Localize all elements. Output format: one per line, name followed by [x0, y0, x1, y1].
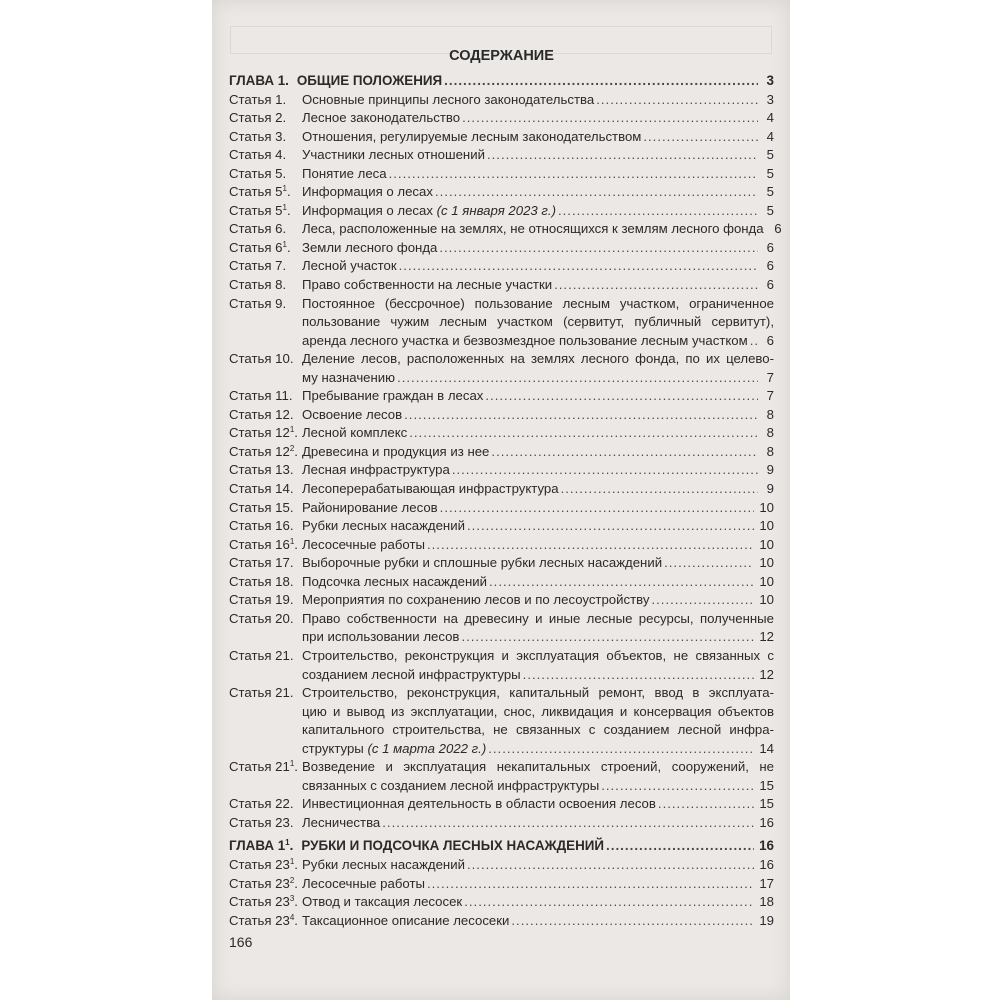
article-title-line: Инвестиционная деятельность в области освоения лесов — [302, 796, 656, 812]
toc-entry — [229, 795, 774, 814]
article-label: Статья 21. — [229, 647, 294, 663]
dot-leader — [643, 128, 758, 147]
dot-leader — [464, 893, 754, 912]
article-title-line: аренда лесного участка и безвозмездное пользование лесным участком — [302, 332, 748, 348]
page-ref: 18 — [759, 894, 774, 910]
article-title-line: Рубки лесных насаждений — [302, 856, 465, 872]
toc-entry — [229, 814, 774, 833]
article-title-line: Пребывание граждан в лесах — [302, 388, 484, 404]
page-ref: 8 — [766, 406, 774, 422]
article-title-line: Лесное законодательство — [302, 110, 461, 126]
dot-leader — [427, 536, 754, 555]
dot-leader — [461, 628, 754, 647]
toc-entry — [229, 257, 774, 276]
toc-entry — [229, 239, 774, 258]
article-label: Статья 22. — [229, 796, 294, 812]
toc-entry — [229, 517, 774, 536]
article-title-line: Строительство, реконструкция, капитальный ремонт, ввод в эксплуата- — [302, 685, 774, 701]
dot-leader — [606, 837, 754, 856]
dot-leader — [399, 257, 758, 276]
page-ref: 12 — [759, 666, 774, 682]
article-title-line: при использовании лесов — [302, 629, 460, 645]
article-title-line: Деление лесов, расположенных на землях лесного фонда, по их целево- — [302, 351, 774, 367]
toc-entry — [229, 183, 774, 202]
article-label: Статья 9. — [229, 295, 287, 311]
article-label: Статья 11. — [229, 388, 293, 404]
article-title-line: Леса, расположенные на землях, не относящихся к землям лесного фонда — [302, 221, 764, 237]
dot-leader — [427, 875, 754, 894]
toc-entry — [229, 146, 774, 165]
article-title-line: Земли лесного фонда — [302, 239, 438, 255]
page-ref: 8 — [766, 443, 774, 459]
page-ref: 10 — [759, 555, 774, 571]
page-ref: 12 — [759, 629, 774, 645]
page-number: 166 — [229, 934, 253, 950]
article-title-line: Участники лесных отношений — [302, 147, 485, 163]
page-ref: 10 — [759, 518, 774, 534]
toc-entry — [229, 536, 774, 555]
article-label: Статья $21^1$. — [229, 759, 298, 775]
dot-leader — [439, 239, 758, 258]
page-ref: 8 — [766, 425, 774, 441]
page-ref: 4 — [766, 110, 774, 126]
page-ref: 5 — [766, 202, 774, 218]
page-ref: 10 — [759, 592, 774, 608]
dot-leader — [750, 332, 758, 351]
toc-entry — [229, 573, 774, 592]
article-label: Статья 10. — [229, 351, 294, 367]
article-title-line: Рубки лесных насаждений — [302, 518, 465, 534]
dot-leader — [651, 591, 754, 610]
article-title-line: Древесина и продукция из нее — [302, 443, 490, 459]
article-label: Статья 19. — [229, 592, 294, 608]
article-title-line: Право собственности на древесину и иные лесные ресурсы, полученные — [302, 610, 774, 626]
date-note: (с 1 марта 2022 г.) — [367, 740, 487, 756]
dot-leader — [409, 424, 758, 443]
toc-entry — [229, 461, 774, 480]
dot-leader — [435, 183, 758, 202]
article-title-line: цию и вывод из эксплуатации, снос, ликвидация и консервация объектов — [302, 703, 774, 719]
chapter-1-entry — [229, 72, 774, 91]
article-title-line: Лесничества — [302, 814, 381, 830]
toc-entry — [229, 91, 774, 110]
page-ref: 6 — [774, 221, 782, 237]
toc-entry — [229, 295, 774, 351]
page-ref: 16 — [759, 814, 774, 830]
article-label: Статья 13. — [229, 462, 294, 478]
chapter-label: ГЛАВА $1^1$. — [229, 838, 294, 854]
toc-entry — [229, 128, 774, 147]
page-ref: 7 — [766, 369, 774, 385]
page-ref: 15 — [759, 777, 774, 793]
article-title-line: Лесоперерабатывающая инфраструктура — [302, 481, 559, 497]
article-label: Статья 20. — [229, 610, 294, 626]
article-label: Статья 18. — [229, 573, 294, 589]
article-title-line: Информация о лесах — [302, 184, 433, 200]
article-title-line: Строительство, реконструкция и эксплуатация объектов, не связанных с — [302, 647, 774, 663]
page-ref: 7 — [766, 388, 774, 404]
dot-leader — [467, 856, 754, 875]
page-ref: 5 — [766, 147, 774, 163]
dot-leader — [491, 443, 758, 462]
toc-entry — [229, 350, 774, 387]
toc-entry — [229, 424, 774, 443]
date-note: (с 1 января 2023 г.) — [436, 202, 556, 218]
article-title-line: Отношения, регулируемые лесным законодательством — [302, 128, 642, 144]
page-ref: 19 — [759, 912, 774, 928]
chapter-1-1-entry — [229, 837, 774, 856]
article-label: Статья $23^4$. — [229, 912, 298, 928]
chapter-label: ГЛАВА 1. — [229, 73, 289, 88]
page-ref: 17 — [759, 875, 774, 891]
article-title-line: му назначению — [302, 369, 396, 385]
article-label: Статья $6^1$. — [229, 239, 291, 255]
article-title-line: Лесосечные работы — [302, 536, 425, 552]
dot-leader — [397, 369, 758, 388]
book-page — [212, 0, 790, 1000]
article-label: Статья $16^1$. — [229, 536, 298, 552]
toc-entry — [229, 758, 774, 795]
dot-leader — [511, 912, 754, 931]
dot-leader — [404, 406, 758, 425]
chapter-title: РУБКИ И ПОДСОЧКА ЛЕСНЫХ НАСАЖДЕНИЙ — [301, 838, 604, 854]
article-title-line: Отвод и таксация лесосек — [302, 894, 463, 910]
article-title-line: капитального строительства, не связанных с созданием лесной инфра- — [302, 722, 774, 738]
page-ref: 10 — [759, 536, 774, 552]
chapter-title: ОБЩИЕ ПОЛОЖЕНИЯ — [296, 73, 443, 88]
article-title-line: Таксационное описание лесосеки — [302, 912, 510, 928]
dot-leader — [523, 666, 754, 685]
article-title-line: Основные принципы лесного законодательства — [302, 91, 595, 107]
toc-entry — [229, 912, 774, 931]
article-label: Статья $23^2$. — [229, 875, 298, 891]
page-ref: 5 — [766, 184, 774, 200]
article-label: Статья $12^2$. — [229, 443, 298, 459]
toc-entry — [229, 202, 774, 221]
dot-leader — [444, 72, 758, 91]
article-title-line: Информация о лесах — [302, 202, 433, 218]
toc-entry — [229, 109, 774, 128]
article-title-line: Постоянное (бессрочное) пользование лесным участком, ограниченное — [302, 295, 774, 311]
article-label: Статья $12^1$. — [229, 425, 298, 441]
article-label: Статья 6. — [229, 221, 287, 237]
article-title-line: созданием лесной инфраструктуры — [302, 666, 521, 682]
dot-leader — [489, 573, 754, 592]
dot-leader — [467, 517, 754, 536]
article-label: Статья 7. — [229, 258, 287, 274]
dot-leader — [601, 777, 754, 796]
article-title-line: пользование чужим лесным участком (сервитут, публичный сервитут), — [302, 314, 774, 330]
dot-leader — [487, 146, 758, 165]
article-title-line: структуры — [302, 740, 364, 756]
page-ref: 5 — [766, 165, 774, 181]
dot-leader — [596, 91, 758, 110]
article-label: Статья 21. — [229, 685, 294, 701]
article-title-line: Лесосечные работы — [302, 875, 425, 891]
article-title-line: Понятие леса — [302, 165, 387, 181]
toc-entry — [229, 480, 774, 499]
dot-leader — [440, 499, 754, 518]
page-ref: 3 — [766, 91, 774, 107]
page-ref: 9 — [766, 481, 774, 497]
page-ref: 10 — [759, 573, 774, 589]
dot-leader — [485, 387, 758, 406]
toc-title: СОДЕРЖАНИЕ — [449, 48, 554, 64]
article-title-line: Освоение лесов — [302, 406, 403, 422]
page-ref: 6 — [766, 258, 774, 274]
toc-entry — [229, 387, 774, 406]
article-label: Статья $23^1$. — [229, 856, 298, 872]
page-ref: 3 — [766, 73, 774, 88]
dot-leader — [561, 480, 758, 499]
page-ref: 6 — [766, 277, 774, 293]
article-label: Статья 12. — [229, 406, 294, 422]
page-ref: 6 — [766, 239, 774, 255]
dot-leader — [488, 740, 754, 759]
article-title-line: Мероприятия по сохранению лесов и по лесоустройству — [302, 592, 650, 608]
table-of-contents — [229, 43, 782, 930]
article-title-line: Лесной участок — [302, 258, 397, 274]
article-label: Статья 23. — [229, 814, 294, 830]
dot-leader — [389, 165, 758, 184]
page-ref: 9 — [766, 462, 774, 478]
article-label: Статья 2. — [229, 110, 287, 126]
article-title-line: Лесная инфраструктура — [302, 462, 450, 478]
article-label: Статья 14. — [229, 481, 294, 497]
toc-entry — [229, 406, 774, 425]
page-ref: 6 — [766, 332, 774, 348]
toc-entry — [229, 610, 774, 647]
page-ref: 16 — [759, 856, 774, 872]
dot-leader — [554, 276, 758, 295]
toc-entry — [229, 220, 782, 239]
dot-leader — [664, 554, 754, 573]
page-ref: 4 — [766, 128, 774, 144]
article-label: Статья 8. — [229, 277, 287, 293]
dot-leader — [462, 109, 758, 128]
dot-leader — [658, 795, 754, 814]
page-ref: 10 — [759, 499, 774, 515]
article-label: Статья 15. — [229, 499, 294, 515]
toc-entry — [229, 856, 774, 875]
toc-entry — [229, 591, 774, 610]
dot-leader — [382, 814, 754, 833]
article-title-line: Лесной комплекс — [302, 425, 408, 441]
article-title-line: Возведение и эксплуатация некапитальных строений, сооружений, не — [302, 759, 774, 775]
article-label: Статья 5. — [229, 165, 287, 181]
article-label: Статья 3. — [229, 128, 287, 144]
dot-leader — [452, 461, 758, 480]
toc-entry — [229, 499, 774, 518]
article-label: Статья $5^1$. — [229, 202, 291, 218]
article-label: Статья $23^3$. — [229, 894, 298, 910]
article-label: Статья 17. — [229, 555, 294, 571]
toc-entry — [229, 443, 774, 462]
toc-entry — [229, 893, 774, 912]
toc-entry — [229, 165, 774, 184]
article-label: Статья 16. — [229, 518, 294, 534]
toc-entry — [229, 684, 774, 758]
toc-entry — [229, 554, 774, 573]
toc-entry — [229, 647, 774, 684]
page-ref: 15 — [759, 796, 774, 812]
article-title-line: Районирование лесов — [302, 499, 438, 515]
article-label: Статья $5^1$. — [229, 184, 291, 200]
article-title-line: связанных с созданием лесной инфраструктуры — [302, 777, 600, 793]
dot-leader — [558, 202, 758, 221]
page-ref: 16 — [759, 838, 774, 854]
toc-entry — [229, 875, 774, 894]
article-label: Статья 1. — [229, 91, 287, 107]
article-title-line: Право собственности на лесные участки — [302, 277, 553, 293]
article-title-line: Подсочка лесных насаждений — [302, 573, 487, 589]
page-ref: 14 — [759, 740, 774, 756]
article-label: Статья 4. — [229, 147, 287, 163]
article-title-line: Выборочные рубки и сплошные рубки лесных насаждений — [302, 555, 663, 571]
toc-entry — [229, 276, 774, 295]
